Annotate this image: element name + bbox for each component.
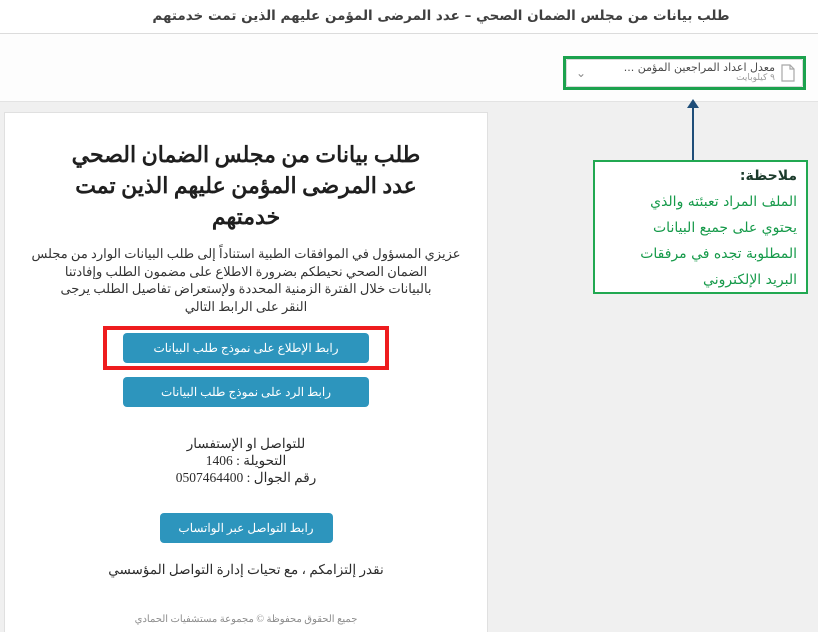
view-button-highlight-annotation — [103, 326, 389, 370]
subject-bar — [0, 0, 818, 34]
note-line-2: يحتوي على جميع البيانات — [653, 220, 797, 236]
attachment-chip[interactable] — [566, 59, 803, 87]
chevron-down-icon[interactable]: ⌄ — [576, 66, 587, 80]
closing-line: نقدر إلتزامكم ، مع تحيات إدارة التواصل المؤسسي — [108, 562, 384, 577]
annotation-arrow-head-icon — [687, 99, 699, 108]
note-line-3: المطلوبة تجده في مرفقات — [640, 246, 797, 262]
heading-line-2: عدد المرضى المؤمن عليهم الذين تمت — [75, 173, 417, 198]
paragraph-line-3: بالبيانات خلال الفترة الزمنية المحددة ولإستعراض تفاصيل الطلب يرجى — [60, 281, 432, 296]
contact-line-1: للتواصل او الإستفسار — [186, 436, 306, 451]
note-line-1: الملف المراد تعبئته والذي — [650, 194, 797, 210]
view-request-link-button[interactable]: رابط الإطلاع على نموذج طلب البيانات — [123, 333, 369, 363]
note-line-4: البريد الإلكتروني — [703, 272, 797, 288]
email-body-card — [4, 112, 488, 632]
attachment-highlight-annotation — [563, 56, 806, 90]
attachment-size: ٩ كيلوبايت — [736, 73, 775, 84]
heading-line-3: خدمتهم — [211, 204, 281, 229]
whatsapp-link-button[interactable]: رابط التواصل عبر الواتساب — [160, 513, 333, 543]
contact-mobile: رقم الجوال : 0507464400 — [175, 470, 317, 485]
copyright-footer: جميع الحقوق محفوظة © مجموعة مستشفيات الحمادي — [134, 614, 358, 625]
paragraph-line-2: الضمان الصحي نحيطكم بضرورة الاطلاع على مضمون الطلب وإفادتنا — [64, 263, 428, 279]
contact-block — [5, 435, 487, 486]
paragraph-line-4: النقر على الرابط التالي — [184, 298, 308, 314]
email-subject: طلب بيانات من مجلس الضمان الصحي – عدد المرضى المؤمن عليهم الذين تمت خدمتهم — [152, 8, 730, 24]
note-annotation — [593, 160, 808, 294]
contact-extension: التحويلة : 1406 — [205, 453, 287, 468]
paragraph-line-1: عزيزي المسؤول في الموافقات الطبية استناداً إلى طلب البيانات الوارد من مجلس — [31, 246, 461, 261]
note-label: ملاحظة: — [739, 168, 797, 184]
email-heading — [5, 139, 487, 232]
reply-request-link-button[interactable]: رابط الرد على نموذج طلب البيانات — [123, 377, 369, 407]
email-paragraph — [5, 245, 487, 315]
attachment-name: معدل اعداد المراجعين المؤمن ... — [623, 61, 775, 74]
heading-line-1: طلب بيانات من مجلس الضمان الصحي — [71, 142, 421, 167]
annotation-arrow-line — [692, 108, 694, 160]
file-icon — [781, 64, 795, 82]
